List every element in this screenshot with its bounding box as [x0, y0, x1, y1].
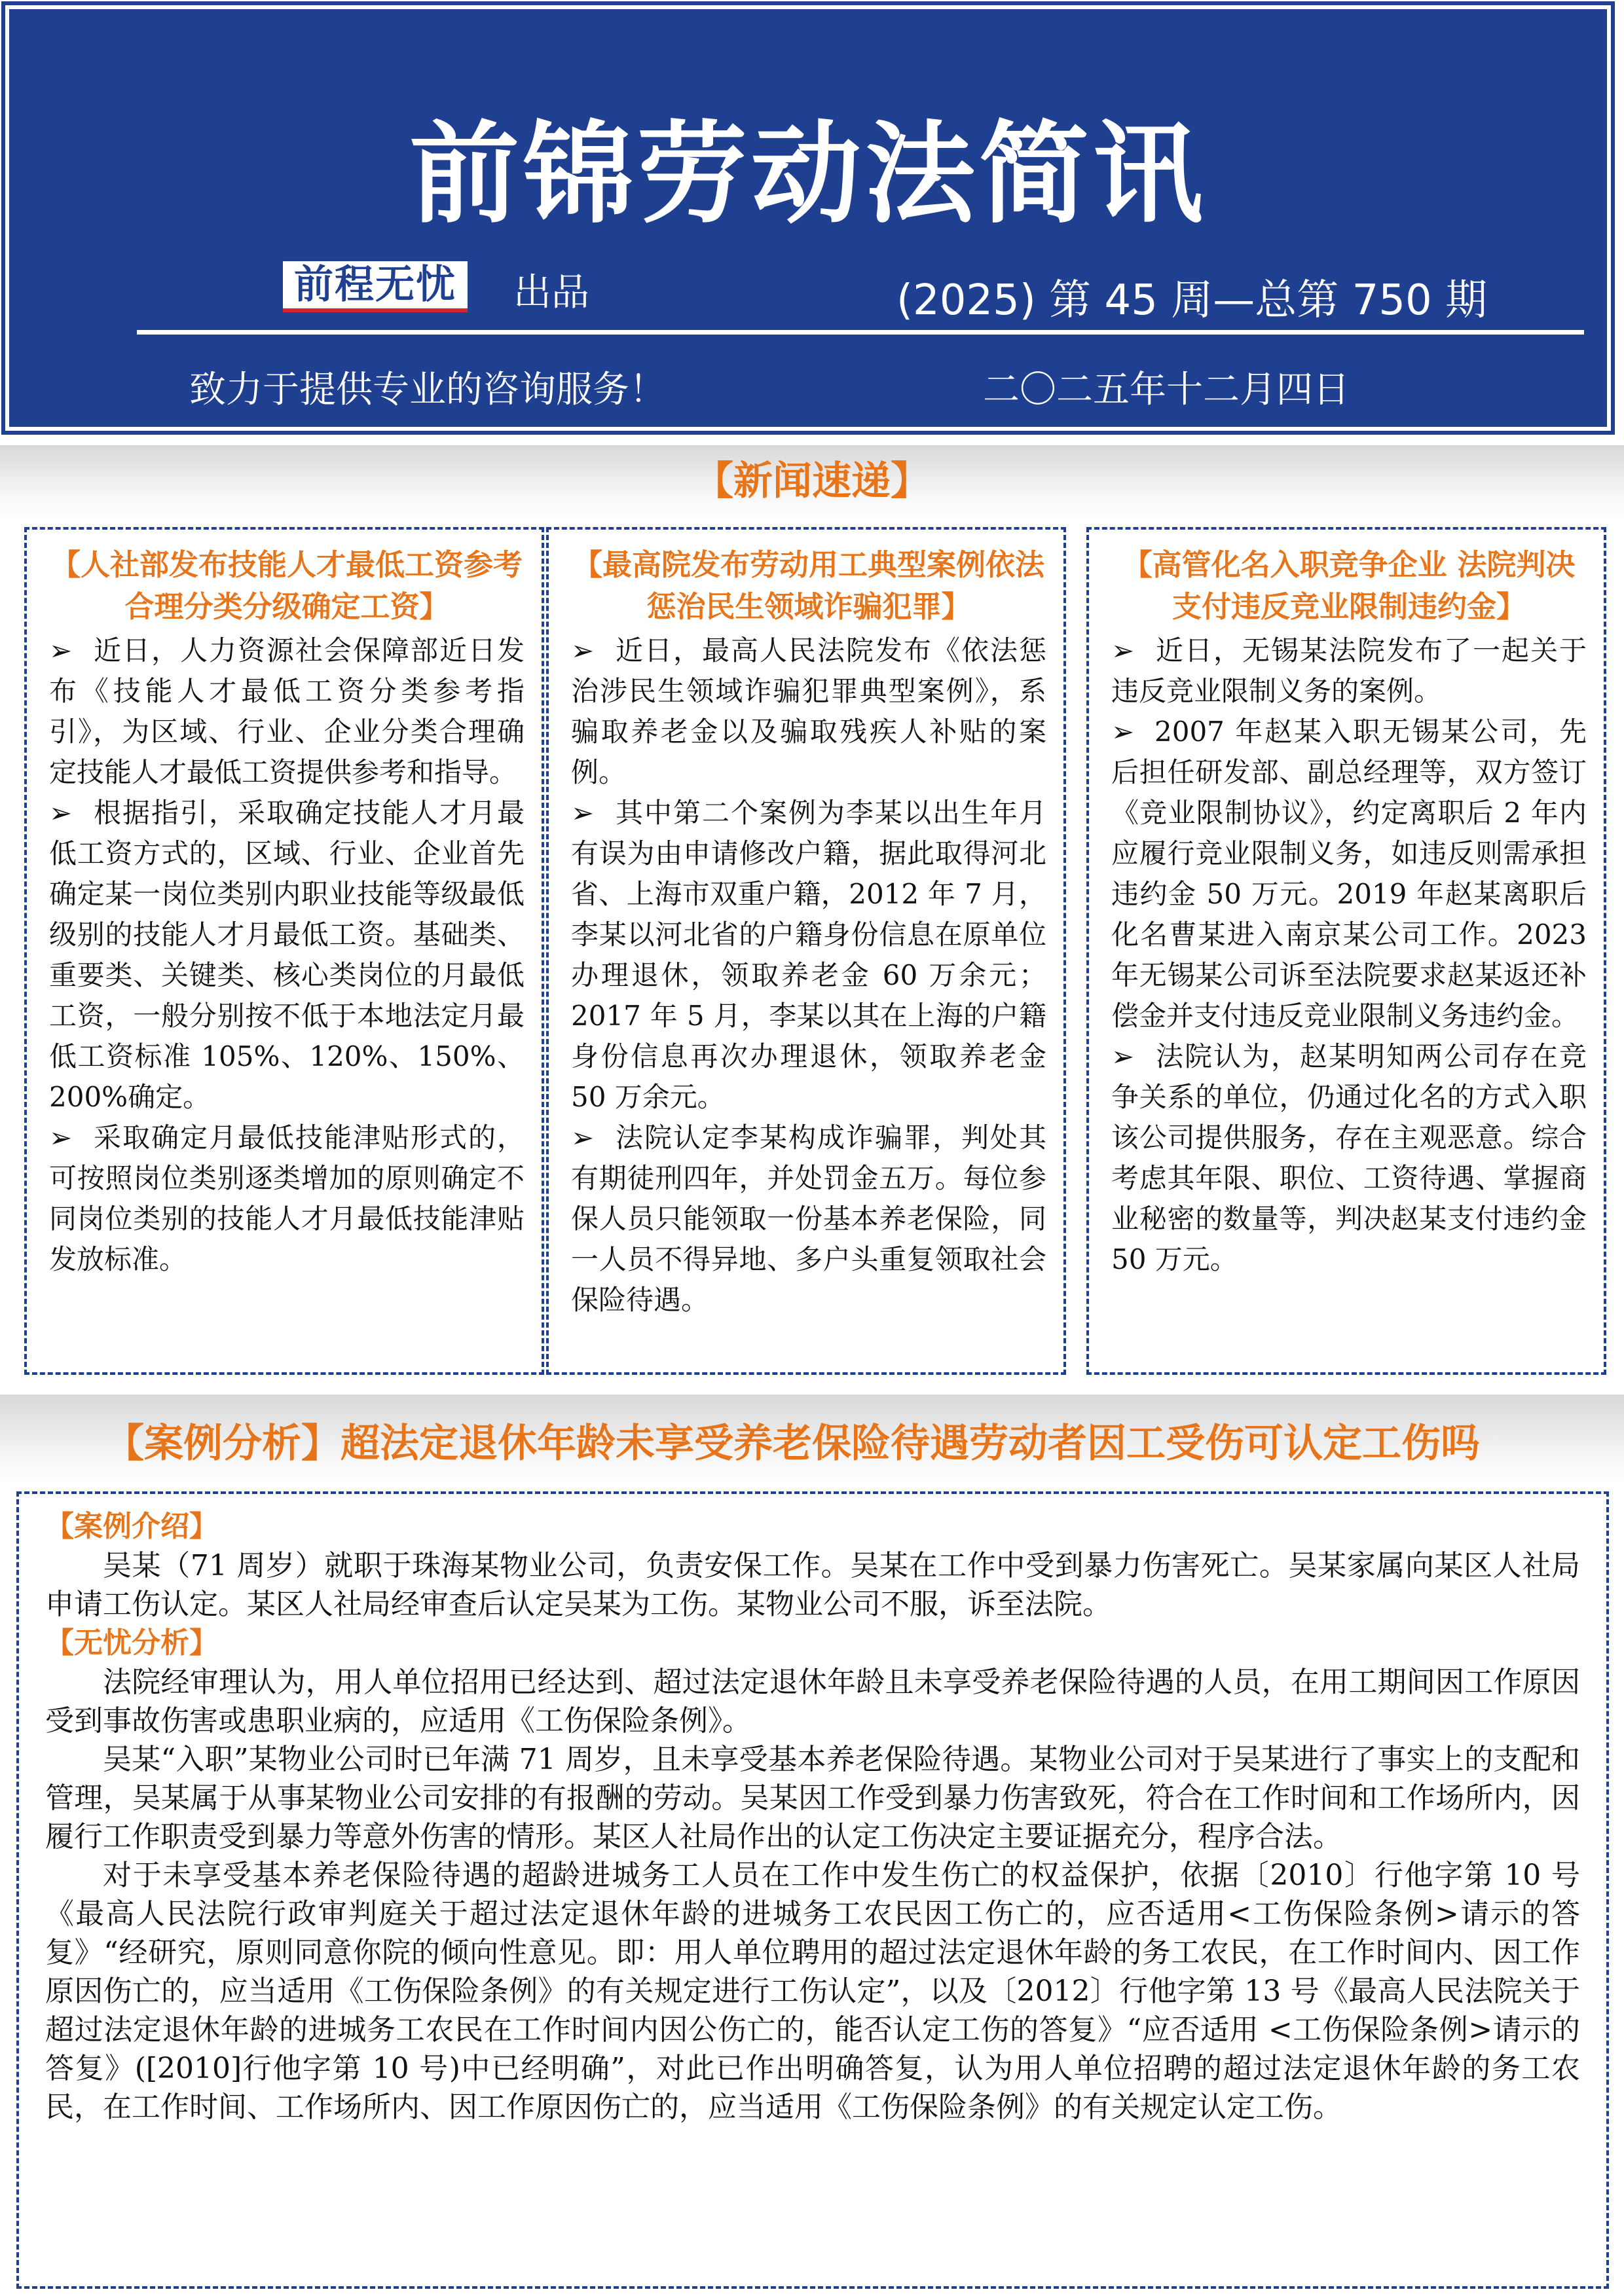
news-paragraph: ➢ 根据指引，采取确定技能人才月最低工资方式的，区域、行业、企业首先确定某一岗位类别内职业技能等级最低级别的技能人才月最低工资。基础类、重要类、关键类、核心类岗位的月最低工资，一般分别按不低于本地法定月最低工资标准 105%、120%、150%、200%确定。	[49, 793, 525, 1118]
news-column	[1086, 527, 1606, 1375]
arrow-bullet-icon: ➢	[49, 1121, 73, 1154]
news-headline: 【人社部发布技能人才最低工资参考 合理分类分级确定工资】	[50, 547, 523, 624]
case-analysis-paragraph: 法院经审理认为，用人单位招用已经达到、超过法定退休年龄且未享受养老保险待遇的人员，在用工期间因工作原因受到事故伤害或患职业病的，应适用《工伤保险条例》。	[45, 1666, 1580, 1738]
news-column	[546, 527, 1066, 1375]
newsletter-title: 前锦劳动法简讯	[409, 110, 1207, 238]
brand-logo: 前程无忧	[283, 261, 468, 312]
arrow-bullet-icon: ➢	[1111, 716, 1135, 748]
news-paragraph: ➢ 近日，无锡某法院发布了一起关于违反竞业限制义务的案例。	[1111, 630, 1587, 712]
news-headline: 【最高院发布劳动用工典型案例依法惩治民生领域诈骗犯罪】	[572, 547, 1044, 624]
slogan: 致力于提供专业的咨询服务！	[189, 369, 666, 411]
case-section-band	[0, 1394, 1624, 1486]
news-paragraph: ➢ 2007 年赵某入职无锡某公司，先后担任研发部、副总经理等，双方签订《竞业限制协议》，约定离职后 2 年内应履行竞业限制义务，如违反则需承担违约金 50 万元。2019 年赵某离职后化名曹某进入南京某公司工作。2023 年无锡某公司诉至法院要求赵某返还补偿金并支付违反竞业限制义务违约金。	[1111, 712, 1587, 1036]
case-analysis-box	[16, 1491, 1609, 2289]
news-headline: 【高管化名入职竞争企业 法院判决支付违反竞业限制违约金】	[1122, 547, 1576, 624]
arrow-bullet-icon: ➢	[49, 634, 73, 666]
news-column	[24, 527, 544, 1375]
news-paragraph: ➢ 近日，人力资源社会保障部近日发布《技能人才最低工资分类参考指引》，为区域、行业、企业分类合理确定技能人才最低工资提供参考和指导。	[49, 630, 525, 793]
case-intro-heading: 【案例介绍】	[45, 1510, 218, 1543]
publisher-label: 出品	[513, 270, 590, 314]
news-paragraph: ➢ 采取确定月最低技能津贴形式的，可按照岗位类别逐类增加的原则确定不同岗位类别的技能人才月最低技能津贴发放标准。	[49, 1118, 525, 1280]
arrow-bullet-icon: ➢	[1111, 634, 1135, 666]
masthead-banner	[5, 5, 1611, 431]
case-section-title: 【案例分析】超法定退休年龄未享受养老保险待遇劳动者因工受伤可认定工伤吗	[105, 1421, 1480, 1467]
case-analysis-heading: 【无忧分析】	[45, 1626, 218, 1660]
case-analysis-paragraph: 对于未享受基本养老保险待遇的超龄进城务工人员在工作中发生伤亡的权益保护，依据〔2010〕行他字第 10 号《最高人民法院行政审判庭关于超过法定退休年龄的进城务工农民因工伤亡的，应否适用<工伤保险条例>请示的答复》“经研究，原则同意你院的倾向性意见。即：用人单位聘用的超过法定退休年龄的务工农民，在工作时间内、因工作原因伤亡的，应当适用《工伤保险条例》的有关规定进行工伤认定”，以及〔2012〕行他字第 13 号《最高人民法院关于超过法定退休年龄的进城务工农民在工作时间内因公伤亡的，能否认定工伤的答复》“应否适用 <工伤保险条例>请示的答复》([2010]行他字第 10 号)中已经明确”，对此已作出明确答复，认为用人单位招聘的超过法定退休年龄的务工农民，在工作时间、工作场所内、因工作原因伤亡的，应当适用《工伤保险条例》的有关规定认定工伤。	[45, 1859, 1580, 2124]
case-intro-text: 吴某（71 周岁）就职于珠海某物业公司，负责安保工作。吴某在工作中受到暴力伤害死亡。吴某家属向某区人社局申请工伤认定。某区人社局经审查后认定吴某为工伤。某物业公司不服，诉至法院。	[45, 1549, 1580, 1621]
arrow-bullet-icon: ➢	[571, 797, 595, 829]
issue-number: (2025) 第 45 周—总第 750 期	[896, 276, 1488, 325]
news-paragraph: ➢ 法院认为，赵某明知两公司存在竞争关系的单位，仍通过化名的方式入职该公司提供服务，存在主观恶意。综合考虑其年限、职位、工资待遇、掌握商业秘密的数量等，判决赵某支付违约金 50 万元。	[1111, 1036, 1587, 1280]
news-paragraph: ➢ 法院认定李某构成诈骗罪，判处其有期徒刑四年，并处罚金五万。每位参保人员只能领取一份基本养老保险，同一人员不得异地、多户头重复领取社会保险待遇。	[571, 1118, 1046, 1321]
arrow-bullet-icon: ➢	[1111, 1040, 1135, 1072]
arrow-bullet-icon: ➢	[49, 797, 73, 829]
case-analysis-paragraph: 吴某“入职”某物业公司时已年满 71 周岁，且未享受基本养老保险待遇。某物业公司对于吴某进行了事实上的支配和管理，吴某属于从事某物业公司安排的有报酬的劳动。吴某因工作受到暴力伤害致死，符合在工作时间和工作场所内，因履行工作职责受到暴力等意外伤害的情形。某区人社局作出的认定工伤决定主要证据充分，程序合法。	[45, 1743, 1580, 1853]
news-section-band	[0, 445, 1624, 517]
news-paragraph: ➢ 近日，最高人民法院发布《依法惩治涉民生领域诈骗犯罪典型案例》，系骗取养老金以及骗取残疾人补贴的案例。	[571, 630, 1046, 793]
news-paragraph: ➢ 其中第二个案例为李某以出生年月有误为由申请修改户籍，据此取得河北省、上海市双重户籍，2012 年 7 月，李某以河北省的户籍身份信息在原单位办理退休，领取养老金 60 万余元；2017 年 5 月，李某以其在上海的户籍身份信息再次办理退休，领取养老金 50 万余元。	[571, 793, 1046, 1118]
news-section-title: 【新闻速递】	[694, 458, 930, 504]
arrow-bullet-icon: ➢	[571, 1121, 595, 1154]
publication-date: 二〇二五年十二月四日	[983, 369, 1350, 411]
arrow-bullet-icon: ➢	[571, 634, 595, 666]
header-divider	[137, 330, 1584, 335]
